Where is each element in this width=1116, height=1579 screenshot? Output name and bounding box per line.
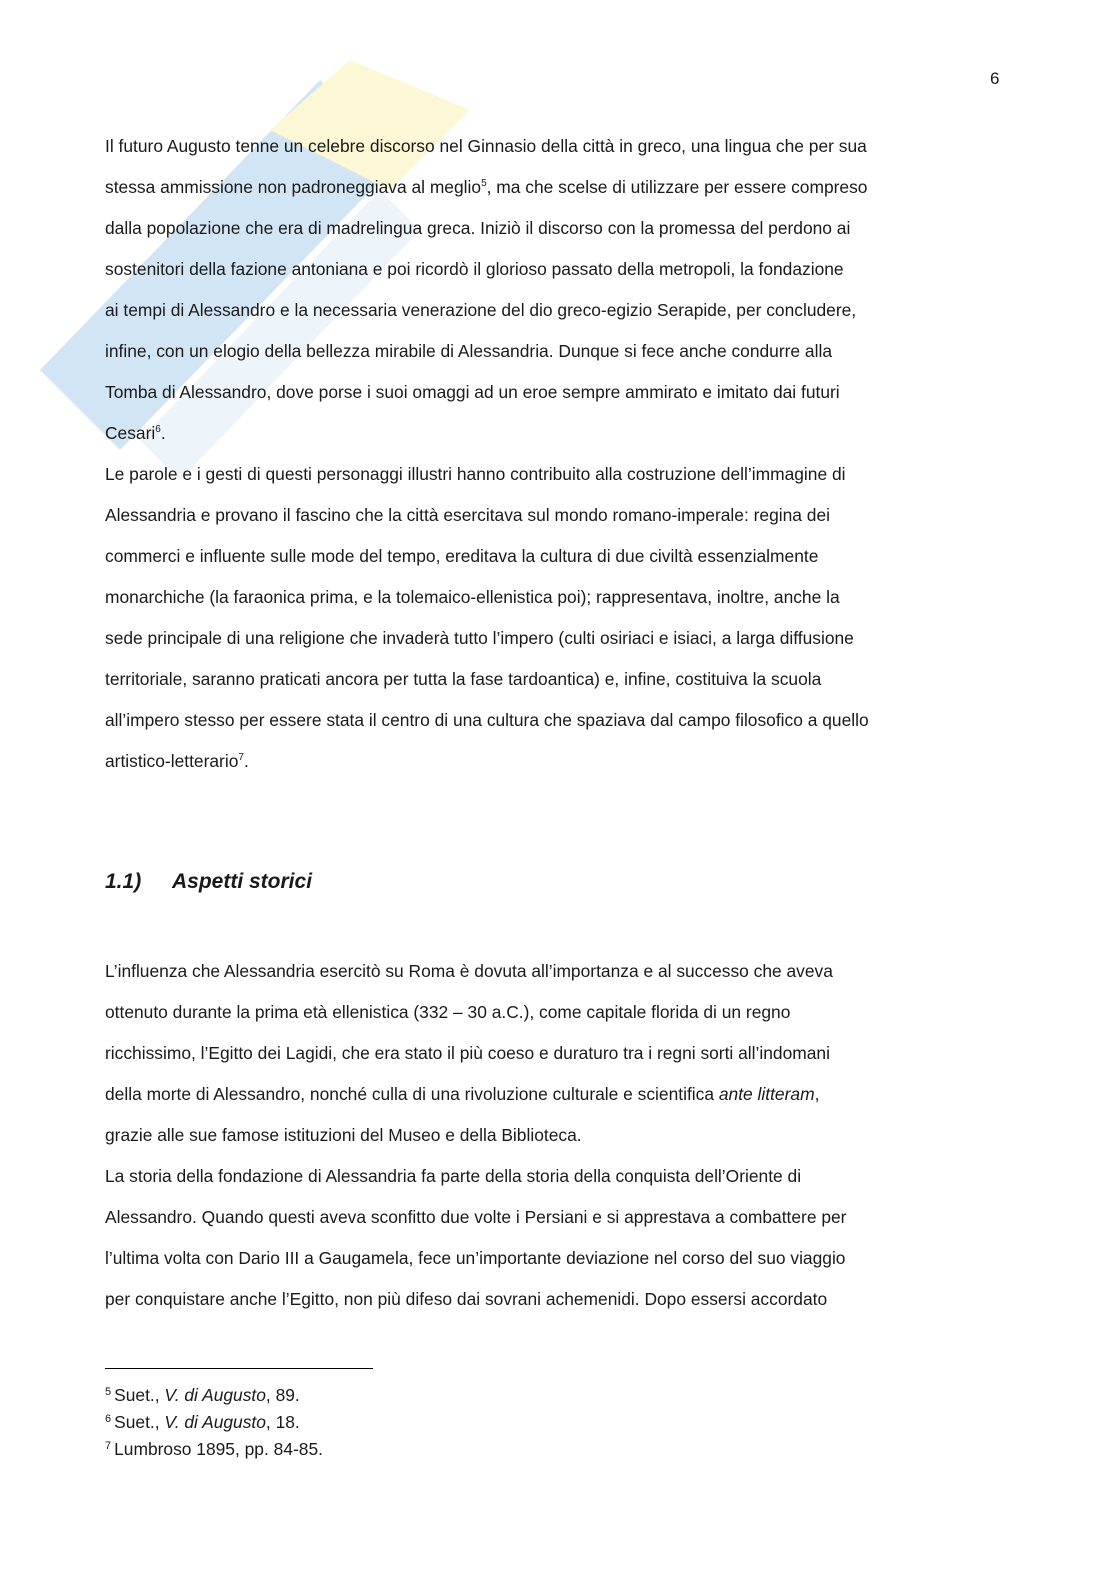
footnote-ref[interactable]: 6 [105,1413,112,1425]
footnote-ref[interactable]: 6 [155,424,161,435]
text-run: Suet., [114,1385,165,1405]
text-run: , ma che scelse di utilizzare per essere compreso [486,177,868,197]
text-run: stessa ammissione non padroneggiava al meglio [105,177,482,197]
text-run: della morte di Alessandro, nonché culla di una rivoluzione culturale e scientifica [105,1084,719,1104]
text-run: sede principale di una religione che invaderà tutto l’impero (culti osiriaci e isiaci, a larga diffusione [105,628,854,648]
text-line [105,709,869,731]
text-line [105,340,832,362]
text-run: . [160,423,166,443]
text-run: sostenitori della fazione antoniana e poi ricordò il glorioso passato della metropoli, la fondazione [105,259,844,279]
text-run: Tomba di Alessandro, dove porse i suoi omaggi ad un eroe sempre ammirato e imitato dai futuri [105,382,840,402]
text-line [105,135,867,157]
footnote [105,1411,300,1433]
text-line [105,627,854,649]
text-line [105,422,166,444]
text-run: . [243,751,249,771]
text-line [105,1001,790,1023]
footnote [105,1384,300,1406]
text-line [105,176,867,198]
text-run: Alessandro. Quando questi aveva sconfitto due volte i Persiani e si apprestava a combattere per [105,1207,847,1227]
text-line [105,504,830,526]
text-run: all’impero stesso per essere stata il centro di una cultura che spaziava dal campo filosofico a quello [105,710,869,730]
text-line [105,545,818,567]
text-run: monarchiche (la faraonica prima, e la tolemaico-ellenistica poi); rappresentava, inoltre, anche la [105,587,840,607]
footnote [105,1438,323,1460]
text-run: dalla popolazione che era di madrelingua greca. Iniziò il discorso con la promessa del perdono ai [105,218,851,238]
text-run: artistico-letterario [105,751,239,771]
text-run: per conquistare anche l’Egitto, non più difeso dai sovrani achemenidi. Dopo essersi accordato [105,1289,828,1309]
text-line [105,381,840,403]
section-title: Aspetti storici [172,870,313,893]
text-line [105,258,844,280]
text-line [105,668,821,690]
text-run: infine, con un elogio della bellezza mirabile di Alessandria. Dunque si fece anche condurre alla [105,341,832,361]
text-run: Alessandria e provano il fascino che la città esercitava sul mondo romano-imperale: regina dei [105,505,830,525]
text-run: l’ultima volta con Dario III a Gaugamela, fece un’importante deviazione nel corso del suo viaggio [105,1248,846,1268]
text-line [105,1124,582,1146]
text-run: Suet., [114,1412,165,1432]
section-number: 1.1) [105,870,142,893]
text-line [105,1083,819,1105]
text-run: ottenuto durante la prima età ellenistica (332 – 30 a.C.), come capitale florida di un regno [105,1002,791,1022]
text-run: L’influenza che Alessandria esercitò su Roma è dovuta all’importanza e al successo che aveva [105,961,833,981]
text-run: ricchissimo, l’Egitto dei Lagidi, che era stato il più coeso e duraturo tra i regni sorti all’indomani [105,1043,830,1063]
text-run: territoriale, saranno praticati ancora per tutta la fase tardoantica) e, infine, costituiva la scuola [105,669,822,689]
footnote-ref[interactable]: 5 [481,178,487,189]
text-line [105,960,833,982]
text-line [105,1247,845,1269]
footnote-ref[interactable]: 7 [238,752,244,763]
text-line [105,1206,846,1228]
text-line [105,586,840,608]
italic-text: ante litteram [718,1084,815,1104]
italic-text: V. di Augusto [164,1412,266,1432]
text-run: , 18. [265,1412,300,1432]
text-run: , 89. [265,1385,300,1405]
text-run: , [814,1084,820,1104]
text-line [105,1288,827,1310]
footnote-separator [105,1368,373,1369]
text-run: ai tempi di Alessandro e la necessaria venerazione del dio greco-egizio Serapide, per concludere, [105,300,857,320]
text-run: Le parole e i gesti di questi personaggi illustri hanno contribuito alla costruzione dell’immagine di [105,464,846,484]
text-run: commerci e influente sulle mode del tempo, ereditava la cultura di due civiltà essenzialmente [105,546,819,566]
text-run: Cesari [105,423,156,443]
text-run: grazie alle sue famose istituzioni del Museo e della Biblioteca. [105,1125,582,1145]
text-run: La storia della fondazione di Alessandria fa parte della storia della conquista dell’Oriente di [105,1166,802,1186]
text-line [105,1165,801,1187]
footnote-ref[interactable]: 5 [105,1386,112,1398]
text-line [105,299,856,321]
page-number: 6 [990,69,1000,88]
text-run: Il futuro Augusto tenne un celebre discorso nel Ginnasio della città in greco, una lingua che per sua [105,136,867,156]
text-run: Lumbroso 1895, pp. 84-85. [114,1439,323,1459]
italic-text: V. di Augusto [164,1385,266,1405]
text-line [105,1042,830,1064]
footnote-ref[interactable]: 7 [105,1440,112,1452]
text-line [105,217,850,239]
text-line [105,463,846,485]
text-line [105,750,249,772]
section-heading [105,870,312,894]
